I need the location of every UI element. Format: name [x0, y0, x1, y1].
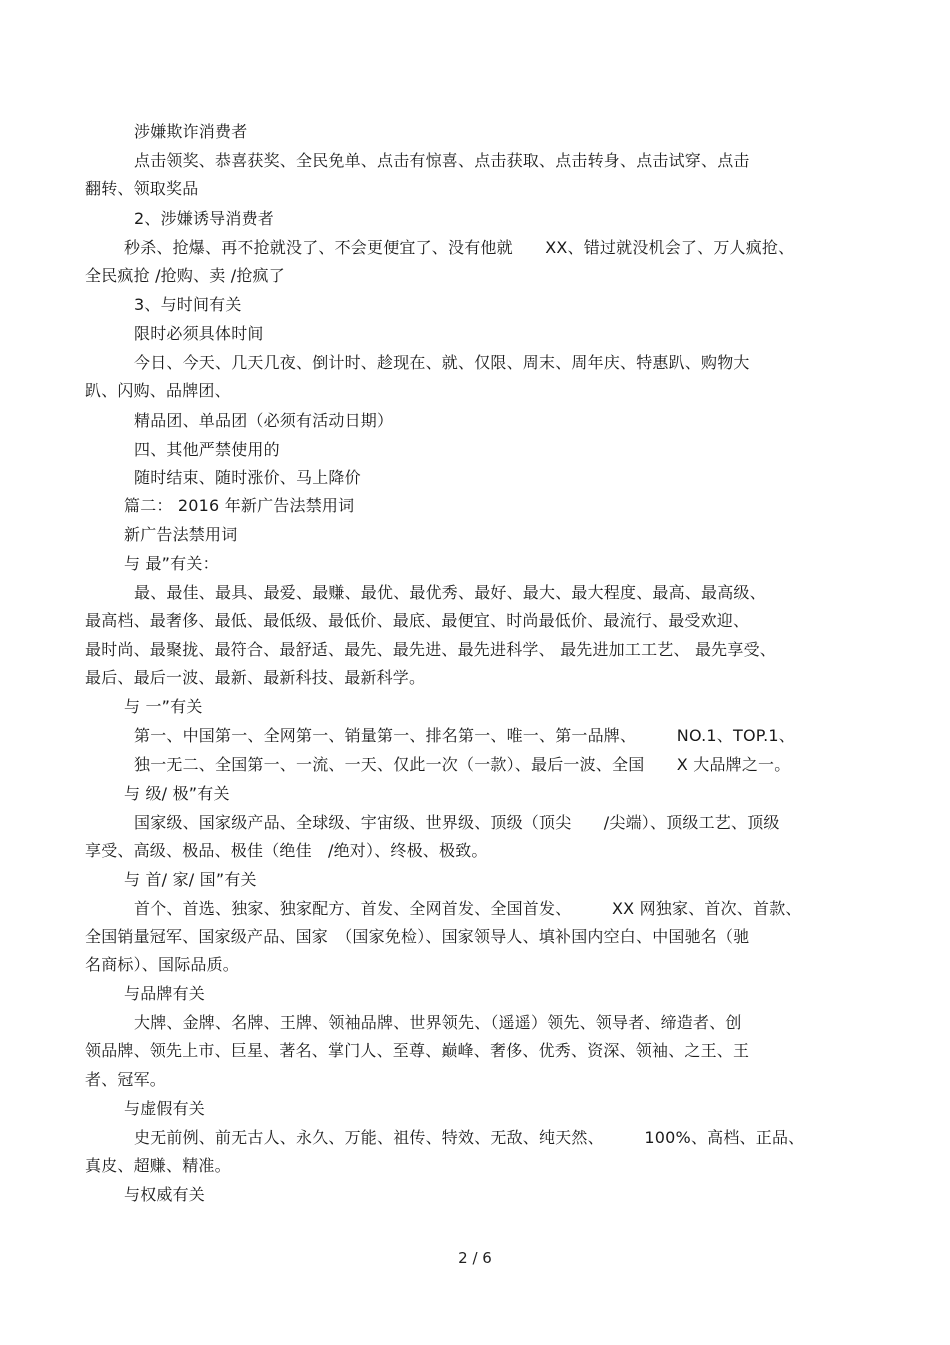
text-line: 最后、最后一波、最新、最新科技、最新科学。 [85, 668, 426, 687]
page-number: 2 / 6 [458, 1249, 492, 1267]
text-line: 随时结束、随时涨价、马上降价 [134, 468, 361, 487]
text-line: 趴、闪购、品牌团、 [85, 381, 231, 400]
text-line: 与品牌有关 [124, 984, 206, 1003]
text-line: 篇二： 2016 年新广告法禁用词 [124, 496, 355, 515]
text-line: 点击领奖、恭喜获奖、全民免单、点击有惊喜、点击获取、点击转身、点击试穿、点击 [134, 151, 750, 170]
text-line: 名商标）、国际品质。 [85, 955, 240, 974]
text-line: 新广告法禁用词 [124, 525, 238, 544]
text-line: 首个、首选、独家、独家配方、首发、全网首发、全国首发、 XX 网独家、首次、首款、 [134, 899, 802, 918]
text-line: 与 级/ 极”有关 [124, 784, 230, 803]
text-line: 限时必须具体时间 [134, 324, 264, 343]
text-line: 精品团、单品团（必须有活动日期） [134, 411, 394, 430]
text-line: 与 最”有关： [124, 554, 219, 573]
text-line: 领品牌、领先上市、巨星、著名、掌门人、至尊、巅峰、奢侈、优秀、资深、领袖、之王、王 [85, 1041, 750, 1060]
text-line: 全国销量冠军、国家级产品、国家 （国家免检）、国家领导人、填补国内空白、中国驰名（驰 [85, 927, 750, 946]
text-line: 大牌、金牌、名牌、王牌、领袖品牌、世界领先、（遥遥）领先、领导者、缔造者、创 [134, 1013, 742, 1032]
text-line: 四、其他严禁使用的 [134, 440, 280, 459]
text-line: 享受、高级、极品、极佳（绝佳 /绝对）、终极、极致。 [85, 841, 488, 860]
text-line: 者、冠军。 [85, 1070, 167, 1089]
text-line: 与权威有关 [124, 1185, 206, 1204]
text-line: 2、涉嫌诱导消费者 [134, 209, 274, 228]
text-line: 最、最佳、最具、最爱、最赚、最优、最优秀、最好、最大、最大程度、最高、最高级、 [134, 583, 766, 602]
text-line: 涉嫌欺诈消费者 [134, 122, 248, 141]
text-line: 国家级、国家级产品、全球级、宇宙级、世界级、顶级（顶尖 /尖端）、顶级工艺、顶级 [134, 813, 780, 832]
text-line: 独一无二、全国第一、一流、一天、仅此一次（一款）、最后一波、全国 X 大品牌之一。 [134, 755, 791, 774]
text-line: 今日、今天、几天几夜、倒计时、趁现在、就、仅限、周末、周年庆、特惠趴、购物大 [134, 353, 750, 372]
text-line: 与虚假有关 [124, 1099, 206, 1118]
text-line: 史无前例、前无古人、永久、万能、祖传、特效、无敌、纯天然、 100%、高档、正品、 [134, 1128, 805, 1147]
text-line: 秒杀、抢爆、再不抢就没了、不会更便宜了、没有他就 XX、错过就没机会了、万人疯抢、 [124, 238, 795, 257]
text-line: 真皮、超赚、精准。 [85, 1156, 231, 1175]
text-line: 与 首/ 家/ 国”有关 [124, 870, 257, 889]
text-line: 最时尚、最聚拢、最符合、最舒适、最先、最先进、最先进科学、 最先进加工工艺、 最先享受、 [85, 640, 776, 659]
text-line: 全民疯抢 /抢购、卖 /抢疯了 [85, 266, 285, 285]
text-line: 与 一”有关 [124, 697, 203, 716]
text-line: 第一、中国第一、全网第一、销量第一、排名第一、唯一、第一品牌、 NO.1、TOP.1、 [134, 726, 795, 745]
text-line: 3、与时间有关 [134, 295, 242, 314]
text-line: 最高档、最奢侈、最低、最低级、最低价、最底、最便宜、时尚最低价、最流行、最受欢迎、 [85, 611, 750, 630]
text-line: 翻转、领取奖品 [85, 179, 199, 198]
